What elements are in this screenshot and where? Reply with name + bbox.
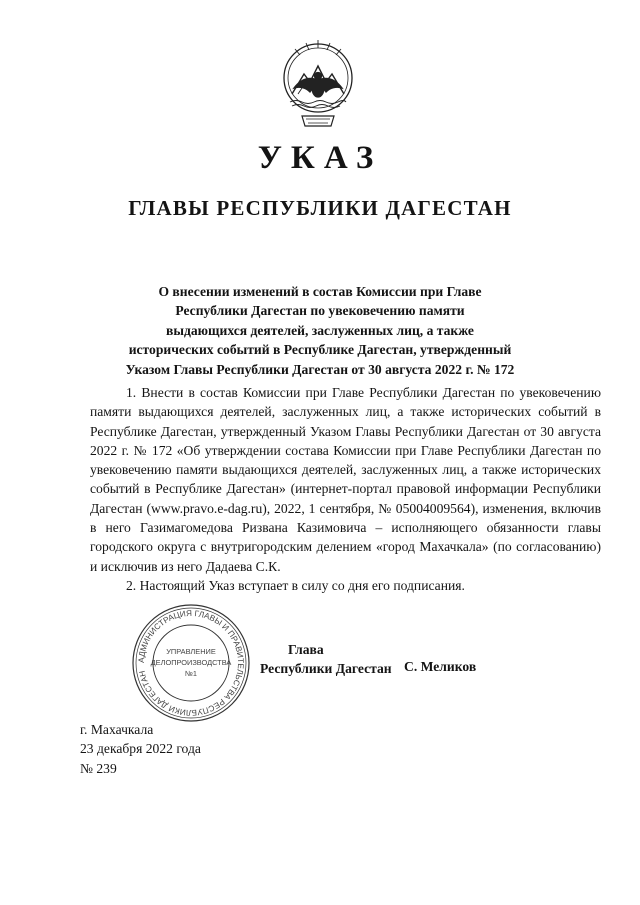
decree-body bbox=[90, 383, 601, 595]
stamp-ring-text: АДМИНИСТРАЦИЯ ГЛАВЫ И ПРАВИТЕЛЬСТВА РЕСПУБЛИКИ ДАГЕСТАН bbox=[136, 608, 246, 718]
stamp-line-1: УПРАВЛЕНИЕ bbox=[166, 647, 216, 656]
document-subtitle: ГЛАВЫ РЕСПУБЛИКИ ДАГЕСТАН bbox=[128, 196, 512, 220]
decree-heading bbox=[100, 282, 540, 379]
signatory-title-line-2: Республики Дагестан bbox=[260, 661, 392, 677]
stamp-line-2: ДЕЛОПРОИЗВОДСТВА bbox=[150, 658, 232, 667]
signatory-title bbox=[260, 640, 420, 679]
paragraph-2: 2. Настоящий Указ вступает в силу со дня его подписания. bbox=[126, 577, 465, 593]
document-title: УКАЗ bbox=[257, 140, 383, 176]
heading-line: О внесении изменений в состав Комиссии при Главе bbox=[158, 284, 482, 299]
paragraph-1: 1. Внести в состав Комиссии при Главе Республики Дагестан по увековечению памяти выдающихся деятелей, заслуженных лиц, а также исторических событий в Республике Дагестан, утвержденный Указом Главы Республики Дагестан от 30 августа 2022 г. № 172 «Об утверждении состава Комиссии при Главе Республики Дагестан по увековечению памяти выдающихся деятелей, заслуженных лиц, а также исторических событий в Республике Дагестан» (интернет-портал правовой информации Республики Дагестан (www.pravo.e-dag.ru), 2022, 1 сентября, № 05004009564), изменения, включив в него Газимагомедова Ризвана Казимовича – исполняющего обязанности главы городского округа с внутригородским делением «город Махачкала» (по согласованию) и исключив из него Дадаева С.К. bbox=[90, 385, 601, 574]
heading-line: Указом Главы Республики Дагестан от 30 августа 2022 г. № 172 bbox=[125, 361, 515, 377]
date-of-signing: 23 декабря 2022 года bbox=[80, 741, 201, 757]
official-stamp bbox=[130, 602, 252, 724]
signatory-title-line-1: Глава bbox=[288, 642, 324, 657]
heading-line: исторических событий в Республике Дагестан, утвержденный bbox=[128, 342, 512, 358]
place-of-signing: г. Махачкала bbox=[80, 722, 154, 737]
heading-line: Республики Дагестан по увековечению памяти bbox=[175, 303, 465, 319]
stamp-line-3: №1 bbox=[184, 669, 198, 678]
coat-of-arms-icon bbox=[276, 36, 360, 132]
document-footer bbox=[80, 720, 201, 778]
decree-number: № 239 bbox=[80, 760, 117, 776]
signatory-name: С. Меликов bbox=[404, 659, 477, 674]
heading-line: выдающихся деятелей, заслуженных лиц, а также bbox=[166, 322, 474, 338]
